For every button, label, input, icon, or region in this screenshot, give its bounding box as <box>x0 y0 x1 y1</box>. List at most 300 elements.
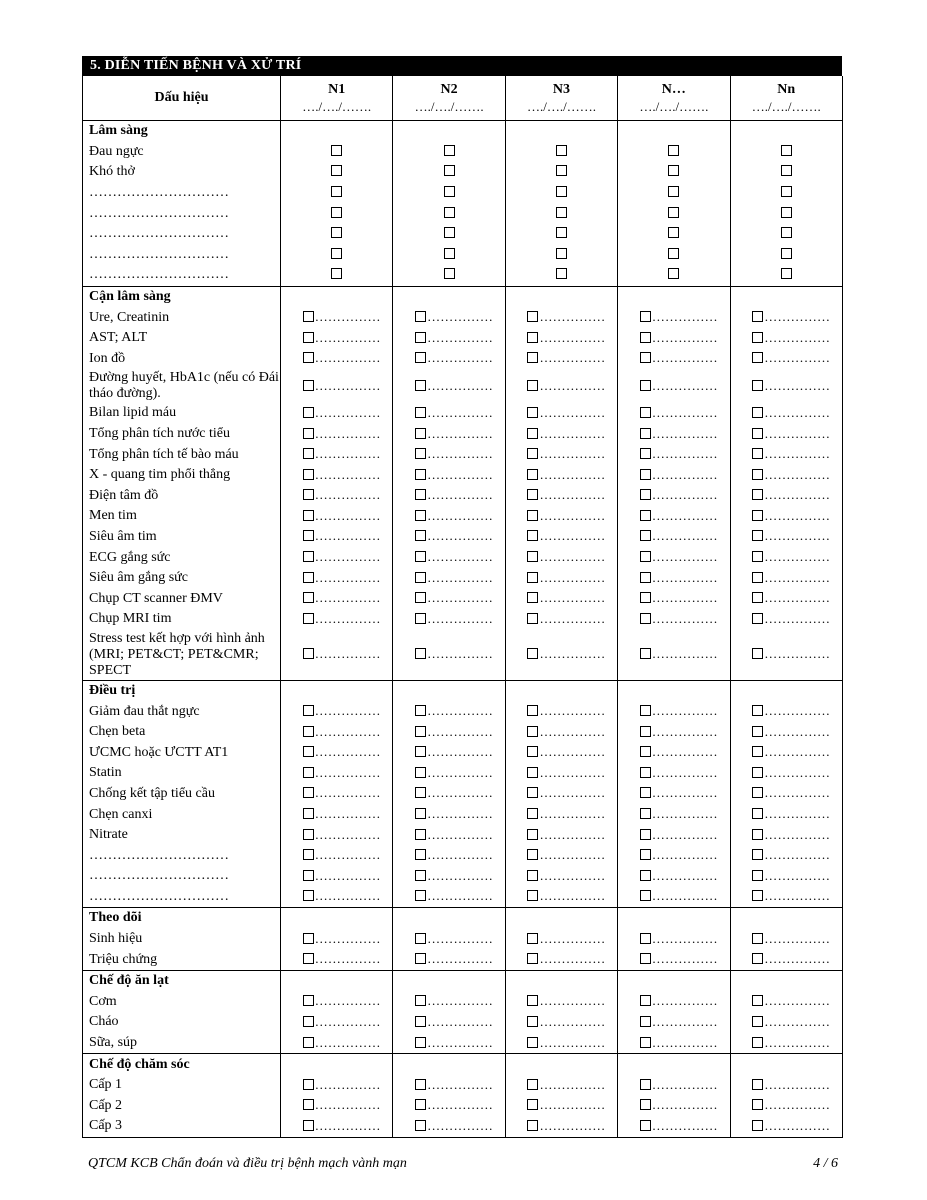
fill-in-blank[interactable]: …………… <box>539 1076 606 1092</box>
checkbox[interactable] <box>752 551 763 562</box>
checkbox[interactable] <box>640 1120 651 1131</box>
day-date-field[interactable]: …./…./……. <box>414 99 484 114</box>
checkbox[interactable] <box>303 726 314 737</box>
checkbox[interactable] <box>640 1079 651 1090</box>
fill-in-blank[interactable]: …………… <box>764 703 831 719</box>
checkbox[interactable] <box>527 705 538 716</box>
checkbox[interactable] <box>752 407 763 418</box>
fill-in-blank[interactable]: …………… <box>314 425 381 441</box>
checkbox[interactable] <box>527 510 538 521</box>
fill-in-blank[interactable]: …………… <box>427 867 494 883</box>
checkbox[interactable] <box>415 407 426 418</box>
fill-in-blank[interactable]: …………… <box>539 806 606 822</box>
fill-in-blank[interactable]: …………… <box>427 646 494 662</box>
checkbox[interactable] <box>527 407 538 418</box>
checkbox[interactable] <box>556 227 567 238</box>
fill-in-blank[interactable]: …………… <box>651 951 718 967</box>
checkbox[interactable] <box>640 746 651 757</box>
fill-in-blank[interactable]: …………… <box>764 993 831 1009</box>
checkbox[interactable] <box>303 332 314 343</box>
fill-in-blank[interactable]: …………… <box>539 1013 606 1029</box>
checkbox[interactable] <box>752 705 763 716</box>
checkbox[interactable] <box>752 767 763 778</box>
fill-in-blank[interactable]: …………… <box>314 377 381 393</box>
checkbox[interactable] <box>527 332 538 343</box>
checkbox[interactable] <box>640 448 651 459</box>
fill-in-blank[interactable]: …………… <box>539 487 606 503</box>
fill-in-blank[interactable]: …………… <box>651 785 718 801</box>
fill-in-blank[interactable]: …………… <box>764 826 831 842</box>
checkbox[interactable] <box>415 332 426 343</box>
fill-in-blank[interactable]: …………… <box>539 528 606 544</box>
checkbox[interactable] <box>527 808 538 819</box>
fill-in-blank[interactable]: …………… <box>314 930 381 946</box>
fill-in-blank[interactable]: …………… <box>651 806 718 822</box>
checkbox[interactable] <box>668 165 679 176</box>
fill-in-blank[interactable]: …………… <box>314 466 381 482</box>
checkbox[interactable] <box>640 551 651 562</box>
fill-in-blank[interactable]: …………… <box>651 703 718 719</box>
fill-in-blank[interactable]: …………… <box>539 507 606 523</box>
fill-in-blank[interactable]: …………… <box>539 826 606 842</box>
fill-in-blank[interactable]: …………… <box>314 569 381 585</box>
fill-in-blank[interactable]: …………… <box>764 867 831 883</box>
checkbox[interactable] <box>527 489 538 500</box>
fill-in-blank[interactable]: …………… <box>427 806 494 822</box>
checkbox[interactable] <box>527 428 538 439</box>
checkbox[interactable] <box>527 352 538 363</box>
fill-in-blank[interactable]: …………… <box>539 847 606 863</box>
checkbox[interactable] <box>415 352 426 363</box>
checkbox[interactable] <box>303 380 314 391</box>
fill-in-blank[interactable]: …………… <box>314 806 381 822</box>
checkbox[interactable] <box>640 1016 651 1027</box>
fill-in-blank[interactable]: …………… <box>651 487 718 503</box>
checkbox[interactable] <box>640 510 651 521</box>
fill-in-blank[interactable]: …………… <box>539 329 606 345</box>
checkbox[interactable] <box>668 248 679 259</box>
checkbox[interactable] <box>415 592 426 603</box>
checkbox[interactable] <box>303 311 314 322</box>
fill-in-blank[interactable]: …………… <box>427 723 494 739</box>
fill-in-blank[interactable]: …………… <box>651 466 718 482</box>
fill-in-blank[interactable]: …………… <box>764 847 831 863</box>
fill-in-blank[interactable]: …………… <box>314 1097 381 1113</box>
checkbox[interactable] <box>752 1099 763 1110</box>
checkbox[interactable] <box>752 1016 763 1027</box>
checkbox[interactable] <box>415 890 426 901</box>
fill-in-blank[interactable]: …………… <box>539 404 606 420</box>
checkbox[interactable] <box>781 268 792 279</box>
checkbox[interactable] <box>668 145 679 156</box>
fill-in-blank[interactable]: …………… <box>314 703 381 719</box>
fill-in-blank[interactable]: …………… <box>314 888 381 904</box>
fill-in-blank[interactable]: …………… <box>539 785 606 801</box>
fill-in-blank[interactable]: …………… <box>314 404 381 420</box>
checkbox[interactable] <box>640 380 651 391</box>
fill-in-blank[interactable]: …………… <box>427 951 494 967</box>
fill-in-blank[interactable]: …………… <box>314 329 381 345</box>
checkbox[interactable] <box>303 572 314 583</box>
fill-in-blank[interactable]: …………… <box>314 350 381 366</box>
fill-in-blank[interactable]: …………… <box>764 723 831 739</box>
fill-in-blank[interactable]: …………… <box>314 1013 381 1029</box>
checkbox[interactable] <box>640 890 651 901</box>
day-date-field[interactable]: …./…./……. <box>526 99 596 114</box>
checkbox[interactable] <box>752 726 763 737</box>
fill-in-blank[interactable]: …………… <box>651 764 718 780</box>
fill-in-blank[interactable]: …………… <box>651 930 718 946</box>
checkbox[interactable] <box>303 592 314 603</box>
fill-in-blank[interactable]: …………… <box>427 847 494 863</box>
checkbox[interactable] <box>303 1016 314 1027</box>
fill-in-blank[interactable]: …………… <box>427 507 494 523</box>
fill-in-blank[interactable]: …………… <box>764 930 831 946</box>
checkbox[interactable] <box>331 227 342 238</box>
checkbox[interactable] <box>752 1037 763 1048</box>
checkbox[interactable] <box>331 145 342 156</box>
fill-in-blank[interactable]: …………… <box>764 1013 831 1029</box>
checkbox[interactable] <box>640 332 651 343</box>
fill-in-blank[interactable]: …………… <box>539 951 606 967</box>
checkbox[interactable] <box>331 186 342 197</box>
fill-in-blank[interactable]: …………… <box>427 309 494 325</box>
checkbox[interactable] <box>303 890 314 901</box>
fill-in-blank[interactable]: …………… <box>764 744 831 760</box>
fill-in-blank[interactable]: …………… <box>427 528 494 544</box>
fill-in-blank[interactable]: …………… <box>764 446 831 462</box>
checkbox[interactable] <box>415 510 426 521</box>
fill-in-blank[interactable]: …………… <box>314 309 381 325</box>
checkbox[interactable] <box>527 572 538 583</box>
checkbox[interactable] <box>303 746 314 757</box>
fill-in-blank[interactable]: …………… <box>314 590 381 606</box>
fill-in-blank[interactable]: …………… <box>764 507 831 523</box>
checkbox[interactable] <box>415 995 426 1006</box>
fill-in-blank[interactable]: …………… <box>764 1117 831 1133</box>
fill-in-blank[interactable]: …………… <box>764 1097 831 1113</box>
fill-in-blank[interactable]: …………… <box>651 1034 718 1050</box>
checkbox[interactable] <box>444 248 455 259</box>
checkbox[interactable] <box>640 787 651 798</box>
fill-in-blank[interactable]: …………… <box>764 646 831 662</box>
checkbox[interactable] <box>331 207 342 218</box>
fill-in-blank[interactable]: …………… <box>314 507 381 523</box>
fill-in-blank[interactable]: …………… <box>651 610 718 626</box>
fill-in-blank[interactable]: …………… <box>764 466 831 482</box>
checkbox[interactable] <box>527 726 538 737</box>
checkbox[interactable] <box>668 186 679 197</box>
fill-in-blank[interactable]: …………… <box>314 549 381 565</box>
checkbox[interactable] <box>752 380 763 391</box>
fill-in-blank[interactable]: …………… <box>651 329 718 345</box>
checkbox[interactable] <box>556 268 567 279</box>
fill-in-blank[interactable]: …………… <box>314 1117 381 1133</box>
checkbox[interactable] <box>640 428 651 439</box>
checkbox[interactable] <box>331 165 342 176</box>
checkbox[interactable] <box>303 808 314 819</box>
checkbox[interactable] <box>752 849 763 860</box>
checkbox[interactable] <box>527 448 538 459</box>
fill-in-blank[interactable]: …………… <box>651 446 718 462</box>
fill-in-blank[interactable]: …………… <box>651 1097 718 1113</box>
checkbox[interactable] <box>781 227 792 238</box>
fill-in-blank[interactable]: …………… <box>427 487 494 503</box>
checkbox[interactable] <box>752 572 763 583</box>
fill-in-blank[interactable]: …………… <box>764 377 831 393</box>
checkbox[interactable] <box>331 268 342 279</box>
checkbox[interactable] <box>303 870 314 881</box>
fill-in-blank[interactable]: …………… <box>764 350 831 366</box>
fill-in-blank[interactable]: …………… <box>314 993 381 1009</box>
checkbox[interactable] <box>444 165 455 176</box>
checkbox[interactable] <box>640 808 651 819</box>
checkbox[interactable] <box>415 613 426 624</box>
fill-in-blank[interactable]: …………… <box>539 993 606 1009</box>
fill-in-blank[interactable]: …………… <box>427 930 494 946</box>
checkbox[interactable] <box>640 953 651 964</box>
checkbox[interactable] <box>415 829 426 840</box>
checkbox[interactable] <box>415 1016 426 1027</box>
fill-in-blank[interactable]: …………… <box>539 703 606 719</box>
checkbox[interactable] <box>303 613 314 624</box>
fill-in-blank[interactable]: …………… <box>314 847 381 863</box>
fill-in-blank[interactable]: …………… <box>764 1034 831 1050</box>
checkbox[interactable] <box>640 705 651 716</box>
checkbox[interactable] <box>640 726 651 737</box>
fill-in-blank[interactable]: …………… <box>764 487 831 503</box>
fill-in-blank[interactable]: …………… <box>314 785 381 801</box>
fill-in-blank[interactable]: …………… <box>314 867 381 883</box>
checkbox[interactable] <box>752 1079 763 1090</box>
checkbox[interactable] <box>527 890 538 901</box>
checkbox[interactable] <box>640 530 651 541</box>
fill-in-blank[interactable]: …………… <box>764 610 831 626</box>
checkbox[interactable] <box>640 1099 651 1110</box>
fill-in-blank[interactable]: …………… <box>764 951 831 967</box>
checkbox[interactable] <box>415 787 426 798</box>
checkbox[interactable] <box>415 448 426 459</box>
fill-in-blank[interactable]: …………… <box>539 610 606 626</box>
checkbox[interactable] <box>303 1079 314 1090</box>
checkbox[interactable] <box>752 352 763 363</box>
fill-in-blank[interactable]: …………… <box>539 1117 606 1133</box>
fill-in-blank[interactable]: …………… <box>651 528 718 544</box>
fill-in-blank[interactable]: …………… <box>539 549 606 565</box>
checkbox[interactable] <box>527 746 538 757</box>
checkbox[interactable] <box>303 428 314 439</box>
checkbox[interactable] <box>415 489 426 500</box>
checkbox[interactable] <box>527 1037 538 1048</box>
checkbox[interactable] <box>752 332 763 343</box>
fill-in-blank[interactable]: …………… <box>539 350 606 366</box>
fill-in-blank[interactable]: …………… <box>427 329 494 345</box>
fill-in-blank[interactable]: …………… <box>651 744 718 760</box>
fill-in-blank[interactable]: …………… <box>314 610 381 626</box>
checkbox[interactable] <box>752 953 763 964</box>
checkbox[interactable] <box>527 469 538 480</box>
fill-in-blank[interactable]: …………… <box>427 425 494 441</box>
fill-in-blank[interactable]: …………… <box>314 487 381 503</box>
checkbox[interactable] <box>668 227 679 238</box>
checkbox[interactable] <box>415 726 426 737</box>
fill-in-blank[interactable]: …………… <box>539 930 606 946</box>
checkbox[interactable] <box>640 767 651 778</box>
checkbox[interactable] <box>415 808 426 819</box>
fill-in-blank[interactable]: …………… <box>539 888 606 904</box>
fill-in-blank[interactable]: …………… <box>651 1117 718 1133</box>
fill-in-blank[interactable]: …………… <box>651 847 718 863</box>
checkbox[interactable] <box>640 572 651 583</box>
checkbox[interactable] <box>527 995 538 1006</box>
checkbox[interactable] <box>527 870 538 881</box>
fill-in-blank[interactable]: …………… <box>651 569 718 585</box>
day-date-field[interactable]: …./…./……. <box>751 99 821 114</box>
fill-in-blank[interactable]: …………… <box>539 446 606 462</box>
checkbox[interactable] <box>415 746 426 757</box>
checkbox[interactable] <box>303 1037 314 1048</box>
checkbox[interactable] <box>752 808 763 819</box>
checkbox[interactable] <box>415 953 426 964</box>
fill-in-blank[interactable]: …………… <box>427 826 494 842</box>
fill-in-blank[interactable]: …………… <box>651 377 718 393</box>
checkbox[interactable] <box>303 489 314 500</box>
checkbox[interactable] <box>527 311 538 322</box>
fill-in-blank[interactable]: …………… <box>651 867 718 883</box>
fill-in-blank[interactable]: …………… <box>651 993 718 1009</box>
checkbox[interactable] <box>640 469 651 480</box>
checkbox[interactable] <box>752 787 763 798</box>
fill-in-blank[interactable]: …………… <box>427 1117 494 1133</box>
fill-in-blank[interactable]: …………… <box>427 466 494 482</box>
day-date-field[interactable]: …./…./……. <box>639 99 709 114</box>
checkbox[interactable] <box>640 995 651 1006</box>
fill-in-blank[interactable]: …………… <box>764 528 831 544</box>
fill-in-blank[interactable]: …………… <box>539 425 606 441</box>
fill-in-blank[interactable]: …………… <box>427 744 494 760</box>
checkbox[interactable] <box>752 489 763 500</box>
fill-in-blank[interactable]: …………… <box>539 744 606 760</box>
fill-in-blank[interactable]: …………… <box>764 806 831 822</box>
checkbox[interactable] <box>752 592 763 603</box>
checkbox[interactable] <box>752 870 763 881</box>
fill-in-blank[interactable]: …………… <box>764 764 831 780</box>
fill-in-blank[interactable]: …………… <box>651 404 718 420</box>
fill-in-blank[interactable]: …………… <box>314 723 381 739</box>
fill-in-blank[interactable]: …………… <box>539 723 606 739</box>
fill-in-blank[interactable]: …………… <box>651 646 718 662</box>
checkbox[interactable] <box>781 186 792 197</box>
fill-in-blank[interactable]: …………… <box>764 590 831 606</box>
fill-in-blank[interactable]: …………… <box>427 785 494 801</box>
checkbox[interactable] <box>752 890 763 901</box>
checkbox[interactable] <box>303 787 314 798</box>
checkbox[interactable] <box>527 592 538 603</box>
fill-in-blank[interactable]: …………… <box>427 350 494 366</box>
fill-in-blank[interactable]: …………… <box>427 1076 494 1092</box>
checkbox[interactable] <box>415 933 426 944</box>
checkbox[interactable] <box>415 469 426 480</box>
checkbox[interactable] <box>752 448 763 459</box>
fill-in-blank[interactable]: …………… <box>539 646 606 662</box>
fill-in-blank[interactable]: …………… <box>427 1097 494 1113</box>
checkbox[interactable] <box>415 572 426 583</box>
checkbox[interactable] <box>415 380 426 391</box>
fill-in-blank[interactable]: …………… <box>651 507 718 523</box>
checkbox[interactable] <box>527 933 538 944</box>
checkbox[interactable] <box>303 995 314 1006</box>
fill-in-blank[interactable]: …………… <box>314 951 381 967</box>
checkbox[interactable] <box>752 469 763 480</box>
fill-in-blank[interactable]: …………… <box>764 1076 831 1092</box>
checkbox[interactable] <box>752 746 763 757</box>
fill-in-blank[interactable]: …………… <box>651 888 718 904</box>
checkbox[interactable] <box>527 787 538 798</box>
checkbox[interactable] <box>303 551 314 562</box>
checkbox[interactable] <box>527 829 538 840</box>
fill-in-blank[interactable]: …………… <box>539 764 606 780</box>
checkbox[interactable] <box>303 849 314 860</box>
fill-in-blank[interactable]: …………… <box>651 826 718 842</box>
checkbox[interactable] <box>640 311 651 322</box>
checkbox[interactable] <box>781 145 792 156</box>
checkbox[interactable] <box>303 1099 314 1110</box>
checkbox[interactable] <box>303 933 314 944</box>
checkbox[interactable] <box>527 849 538 860</box>
checkbox[interactable] <box>640 849 651 860</box>
fill-in-blank[interactable]: …………… <box>314 646 381 662</box>
checkbox[interactable] <box>415 428 426 439</box>
checkbox[interactable] <box>752 648 763 659</box>
checkbox[interactable] <box>415 767 426 778</box>
checkbox[interactable] <box>415 530 426 541</box>
fill-in-blank[interactable]: …………… <box>427 993 494 1009</box>
fill-in-blank[interactable]: …………… <box>427 377 494 393</box>
checkbox[interactable] <box>444 145 455 156</box>
checkbox[interactable] <box>527 1120 538 1131</box>
checkbox[interactable] <box>527 767 538 778</box>
checkbox[interactable] <box>415 1099 426 1110</box>
checkbox[interactable] <box>303 829 314 840</box>
checkbox[interactable] <box>527 1079 538 1090</box>
checkbox[interactable] <box>556 186 567 197</box>
checkbox[interactable] <box>527 613 538 624</box>
fill-in-blank[interactable]: …………… <box>764 569 831 585</box>
fill-in-blank[interactable]: …………… <box>539 569 606 585</box>
fill-in-blank[interactable]: …………… <box>314 1076 381 1092</box>
fill-in-blank[interactable]: …………… <box>427 610 494 626</box>
fill-in-blank[interactable]: …………… <box>651 1076 718 1092</box>
checkbox[interactable] <box>527 380 538 391</box>
checkbox[interactable] <box>303 953 314 964</box>
checkbox[interactable] <box>303 705 314 716</box>
fill-in-blank[interactable]: …………… <box>427 404 494 420</box>
checkbox[interactable] <box>303 767 314 778</box>
checkbox[interactable] <box>556 207 567 218</box>
checkbox[interactable] <box>444 227 455 238</box>
checkbox[interactable] <box>331 248 342 259</box>
checkbox[interactable] <box>556 248 567 259</box>
checkbox[interactable] <box>640 933 651 944</box>
checkbox[interactable] <box>752 530 763 541</box>
checkbox[interactable] <box>527 648 538 659</box>
fill-in-blank[interactable]: …………… <box>427 569 494 585</box>
fill-in-blank[interactable]: …………… <box>651 350 718 366</box>
fill-in-blank[interactable]: …………… <box>314 446 381 462</box>
fill-in-blank[interactable]: …………… <box>427 703 494 719</box>
checkbox[interactable] <box>781 207 792 218</box>
fill-in-blank[interactable]: …………… <box>539 377 606 393</box>
